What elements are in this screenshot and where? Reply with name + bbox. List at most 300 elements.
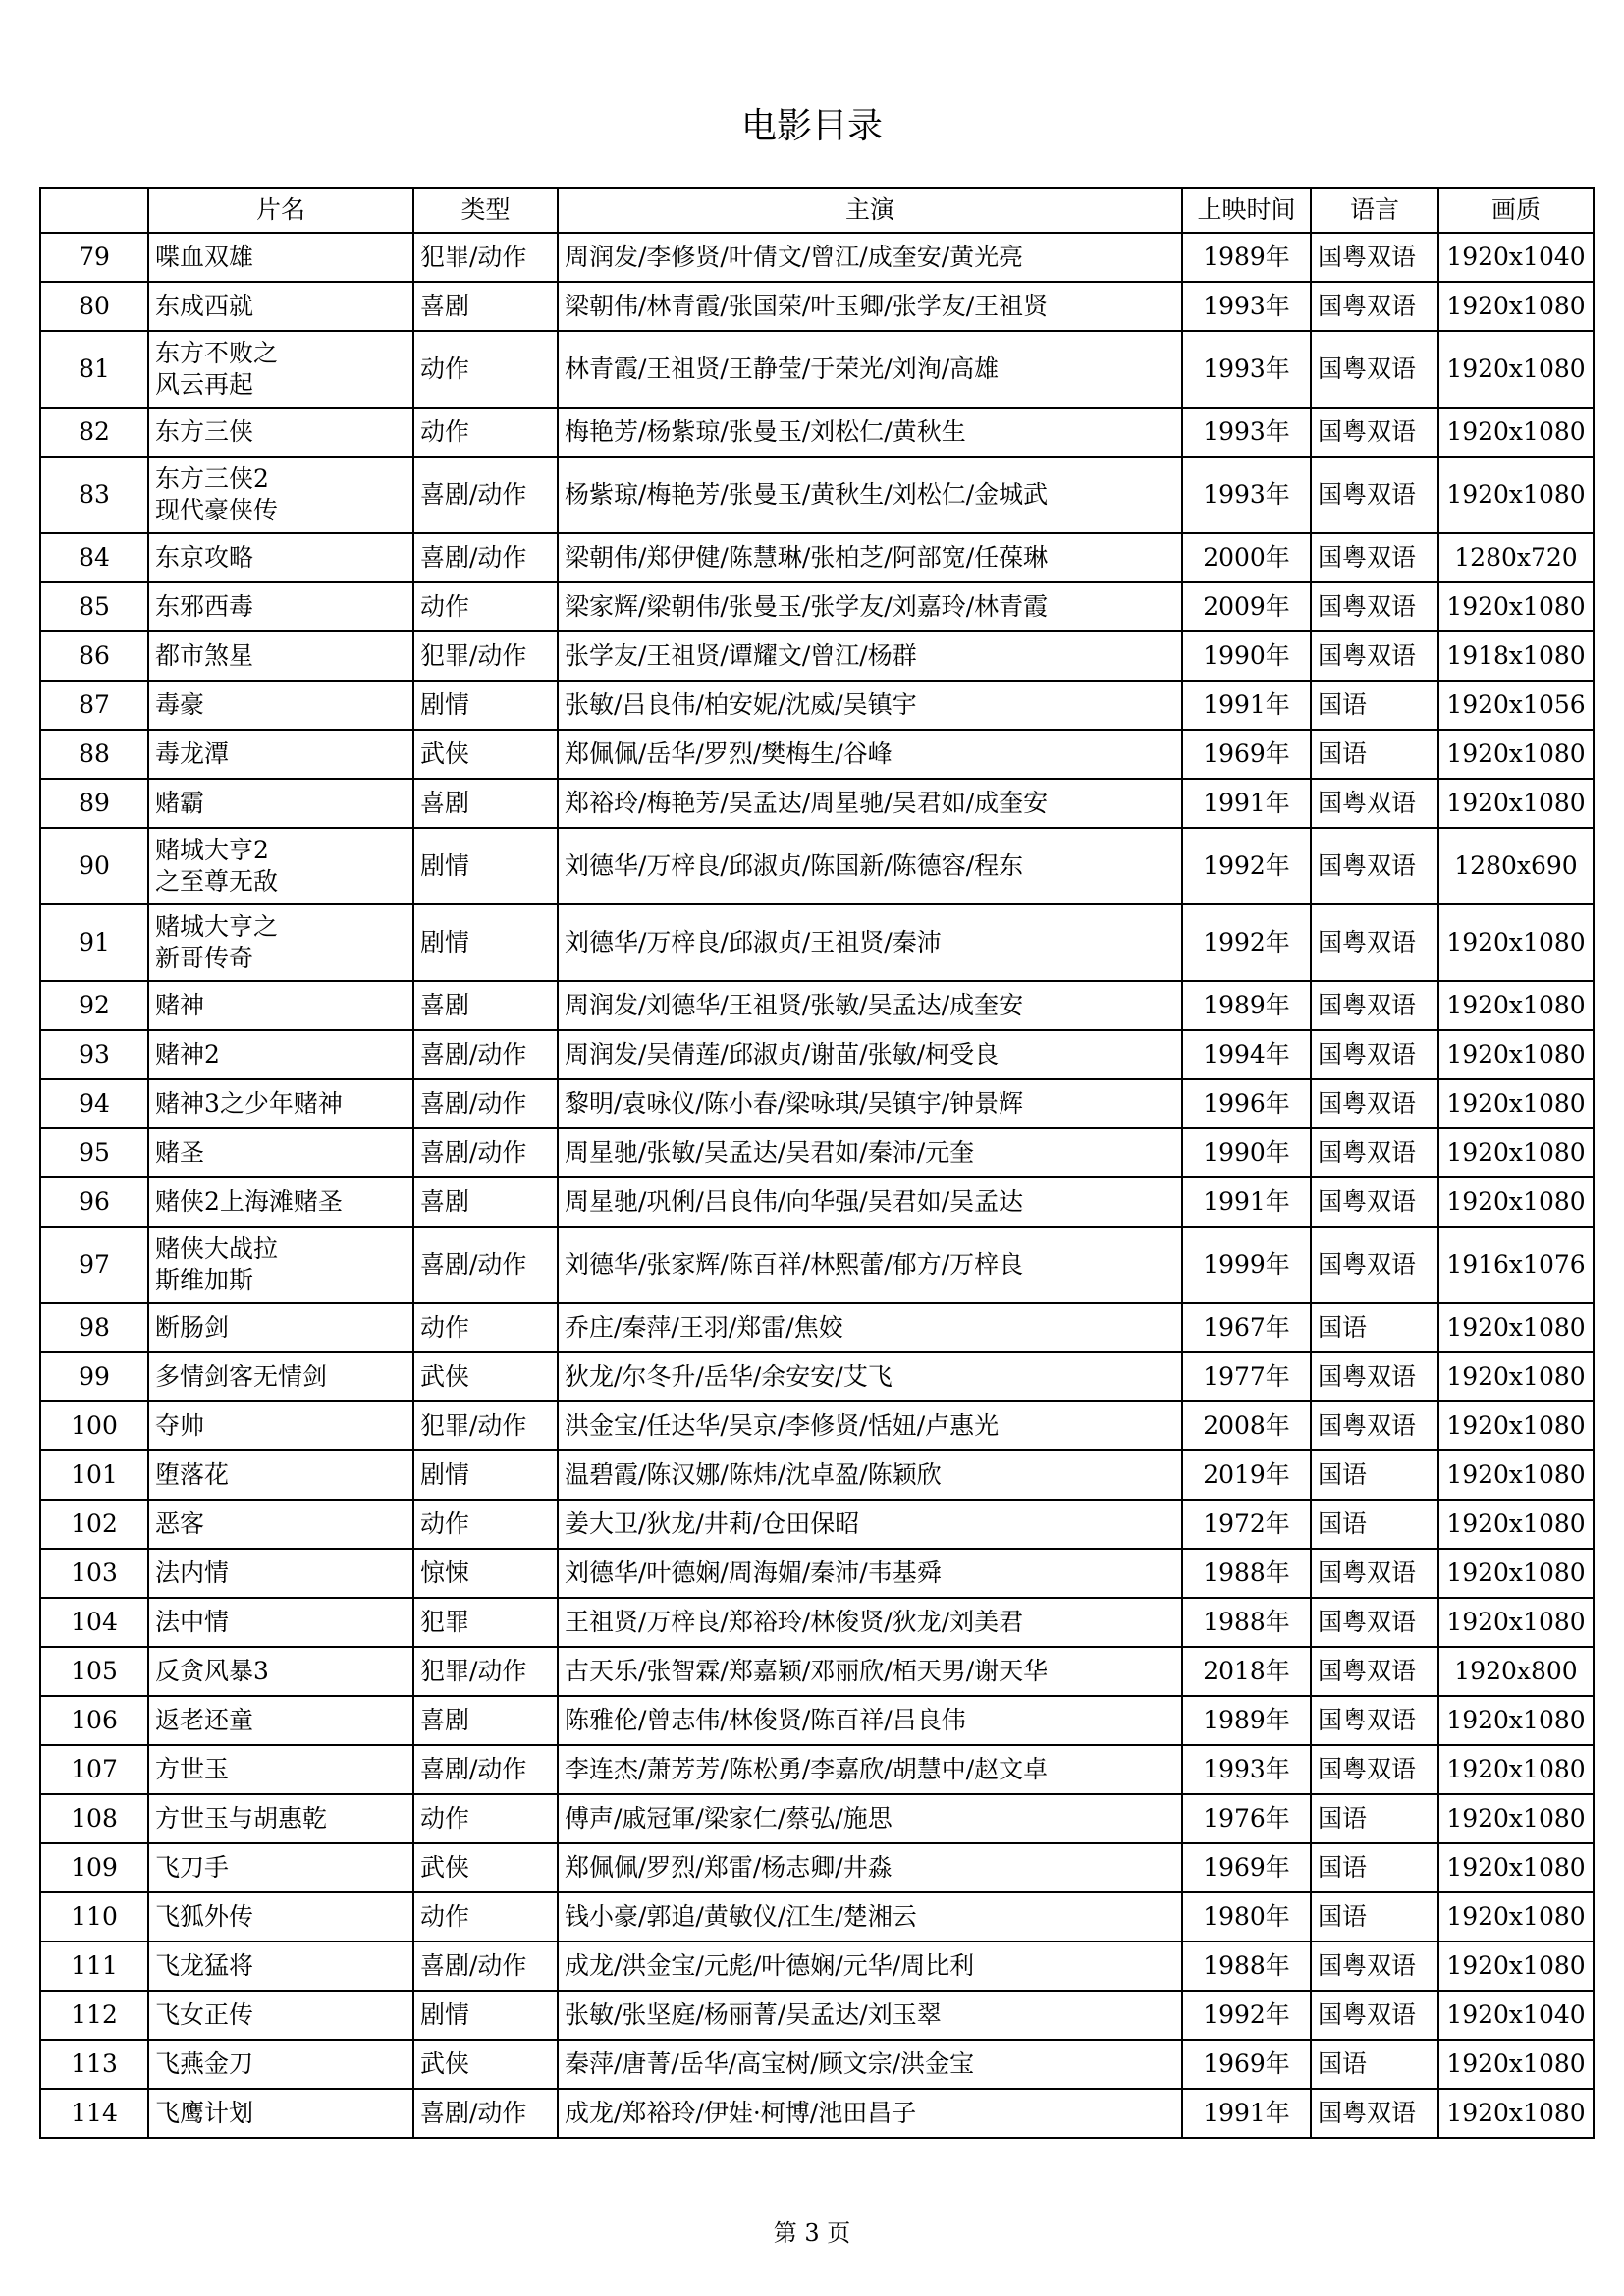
table-row [40, 1303, 1594, 1352]
cell-year: 1991年 [1182, 2089, 1311, 2138]
cell-num: 95 [40, 1128, 148, 1177]
cell-name [148, 1500, 413, 1549]
cell-cast: 梅艳芳/杨紫琼/张曼玉/刘松仁/黄秋生 [558, 408, 1182, 457]
cell-name-line: 赌神3之少年赌神 [155, 1089, 343, 1118]
cell-name [148, 631, 413, 681]
cell-quality: 1920x1080 [1438, 331, 1594, 408]
cell-name-line: 反贪风暴3 [155, 1657, 269, 1685]
cell-name-line: 飞狐外传 [155, 1902, 254, 1931]
cell-quality: 1920x1080 [1438, 904, 1594, 981]
cell-cast: 梁家辉/梁朝伟/张曼玉/张学友/刘嘉玲/林青霞 [558, 582, 1182, 631]
table-row [40, 1079, 1594, 1128]
cell-cast: 刘德华/叶德娴/周海媚/秦沛/韦基舜 [558, 1549, 1182, 1598]
cell-lang: 国语 [1311, 730, 1438, 779]
cell-genre: 武侠 [413, 2040, 558, 2089]
table-row [40, 730, 1594, 779]
cell-lang: 国语 [1311, 1500, 1438, 1549]
cell-name [148, 408, 413, 457]
cell-lang: 国粤双语 [1311, 1991, 1438, 2040]
table-row [40, 1794, 1594, 1843]
cell-cast: 黎明/袁咏仪/陈小春/梁咏琪/吴镇宇/钟景辉 [558, 1079, 1182, 1128]
cell-num: 92 [40, 981, 148, 1030]
cell-cast: 狄龙/尔冬升/岳华/余安安/艾飞 [558, 1352, 1182, 1401]
cell-num: 84 [40, 533, 148, 582]
cell-quality: 1280x690 [1438, 828, 1594, 904]
cell-year: 1990年 [1182, 631, 1311, 681]
cell-year: 1988年 [1182, 1549, 1311, 1598]
cell-num: 100 [40, 1401, 148, 1450]
cell-quality: 1920x1056 [1438, 681, 1594, 730]
cell-name [148, 1227, 413, 1303]
cell-genre: 动作 [413, 1303, 558, 1352]
table-row [40, 1549, 1594, 1598]
cell-num: 83 [40, 457, 148, 533]
table-row [40, 233, 1594, 282]
cell-quality: 1280x720 [1438, 533, 1594, 582]
table-row [40, 1352, 1594, 1401]
cell-quality: 1920x1080 [1438, 2040, 1594, 2089]
cell-name-line: 之至尊无敌 [155, 867, 279, 896]
cell-num: 98 [40, 1303, 148, 1352]
cell-num: 85 [40, 582, 148, 631]
cell-genre: 动作 [413, 1500, 558, 1549]
table-row [40, 1991, 1594, 2040]
cell-name-line: 毒龙潭 [155, 739, 230, 768]
cell-genre: 动作 [413, 582, 558, 631]
cell-cast: 周星驰/张敏/吴孟达/吴君如/秦沛/元奎 [558, 1128, 1182, 1177]
cell-name [148, 981, 413, 1030]
cell-name [148, 1079, 413, 1128]
cell-cast: 周润发/刘德华/王祖贤/张敏/吴孟达/成奎安 [558, 981, 1182, 1030]
cell-name [148, 1450, 413, 1500]
header-cast: 主演 [558, 188, 1182, 233]
cell-cast: 成龙/洪金宝/元彪/叶德娴/元华/周比利 [558, 1941, 1182, 1991]
cell-quality: 1918x1080 [1438, 631, 1594, 681]
cell-name-line: 方世玉与胡惠乾 [155, 1804, 328, 1832]
cell-lang: 国粤双语 [1311, 533, 1438, 582]
cell-year: 1991年 [1182, 1177, 1311, 1227]
cell-quality: 1920x1080 [1438, 2089, 1594, 2138]
cell-name [148, 828, 413, 904]
cell-name-line: 法内情 [155, 1558, 230, 1587]
cell-quality: 1920x1080 [1438, 1696, 1594, 1745]
cell-year: 1996年 [1182, 1079, 1311, 1128]
cell-lang: 国粤双语 [1311, 904, 1438, 981]
cell-cast: 温碧霞/陈汉娜/陈炜/沈卓盈/陈颖欣 [558, 1450, 1182, 1500]
cell-year: 1976年 [1182, 1794, 1311, 1843]
table-row [40, 631, 1594, 681]
cell-quality: 1920x1040 [1438, 1991, 1594, 2040]
cell-genre: 喜剧 [413, 282, 558, 331]
table-body [40, 233, 1594, 2138]
cell-name-line: 赌城大亨2 [155, 836, 269, 864]
cell-quality: 1916x1076 [1438, 1227, 1594, 1303]
cell-cast: 刘德华/万梓良/邱淑贞/王祖贤/秦沛 [558, 904, 1182, 981]
header-num [40, 188, 148, 233]
cell-genre: 犯罪 [413, 1598, 558, 1647]
cell-name-line: 方世玉 [155, 1755, 230, 1783]
cell-name-line: 都市煞星 [155, 641, 254, 670]
cell-name-line: 恶客 [155, 1509, 205, 1538]
cell-name-line: 现代豪侠传 [155, 496, 279, 524]
cell-cast: 李连杰/萧芳芳/陈松勇/李嘉欣/胡慧中/赵文卓 [558, 1745, 1182, 1794]
cell-name [148, 1401, 413, 1450]
cell-year: 1989年 [1182, 1696, 1311, 1745]
cell-num: 82 [40, 408, 148, 457]
cell-name [148, 1647, 413, 1696]
header-quality: 画质 [1438, 188, 1594, 233]
table-row [40, 1843, 1594, 1892]
cell-year: 1993年 [1182, 408, 1311, 457]
cell-genre: 喜剧/动作 [413, 1079, 558, 1128]
cell-num: 109 [40, 1843, 148, 1892]
cell-year: 1990年 [1182, 1128, 1311, 1177]
cell-cast: 郑佩佩/罗烈/郑雷/杨志卿/井淼 [558, 1843, 1182, 1892]
cell-genre: 喜剧/动作 [413, 457, 558, 533]
cell-quality: 1920x1080 [1438, 1549, 1594, 1598]
cell-num: 94 [40, 1079, 148, 1128]
cell-lang: 国粤双语 [1311, 1941, 1438, 1991]
cell-year: 1989年 [1182, 233, 1311, 282]
cell-genre: 动作 [413, 331, 558, 408]
table-row [40, 1177, 1594, 1227]
cell-name [148, 582, 413, 631]
cell-year: 1993年 [1182, 457, 1311, 533]
table-row [40, 1450, 1594, 1500]
cell-cast: 乔庄/秦萍/王羽/郑雷/焦姣 [558, 1303, 1182, 1352]
cell-year: 1993年 [1182, 1745, 1311, 1794]
cell-name [148, 533, 413, 582]
cell-name [148, 1128, 413, 1177]
cell-year: 1972年 [1182, 1500, 1311, 1549]
cell-num: 79 [40, 233, 148, 282]
cell-num: 106 [40, 1696, 148, 1745]
cell-name-line: 赌侠2上海滩赌圣 [155, 1187, 343, 1216]
cell-lang: 国语 [1311, 1450, 1438, 1500]
cell-cast: 张敏/张坚庭/杨丽菁/吴孟达/刘玉翠 [558, 1991, 1182, 2040]
cell-year: 2008年 [1182, 1401, 1311, 1450]
cell-year: 2000年 [1182, 533, 1311, 582]
cell-name-line: 毒豪 [155, 690, 205, 719]
cell-genre: 喜剧/动作 [413, 2089, 558, 2138]
cell-name-line: 东方不败之 [155, 339, 279, 367]
cell-year: 2019年 [1182, 1450, 1311, 1500]
table-row [40, 533, 1594, 582]
cell-name-line: 赌霸 [155, 789, 205, 817]
table-row [40, 1227, 1594, 1303]
cell-num: 96 [40, 1177, 148, 1227]
cell-cast: 张学友/王祖贤/谭耀文/曾江/杨群 [558, 631, 1182, 681]
cell-name-line: 喋血双雄 [155, 243, 254, 271]
cell-name [148, 233, 413, 282]
cell-name-line: 赌圣 [155, 1138, 205, 1167]
cell-name-line: 东方三侠 [155, 417, 254, 446]
cell-name-line: 新哥传奇 [155, 944, 254, 972]
cell-genre: 剧情 [413, 1991, 558, 2040]
cell-name [148, 2089, 413, 2138]
cell-quality: 1920x1080 [1438, 1843, 1594, 1892]
cell-year: 1999年 [1182, 1227, 1311, 1303]
cell-cast: 张敏/吕良伟/柏安妮/沈威/吴镇宇 [558, 681, 1182, 730]
cell-genre: 喜剧/动作 [413, 1128, 558, 1177]
table-row [40, 1598, 1594, 1647]
table-row [40, 582, 1594, 631]
cell-lang: 国粤双语 [1311, 1401, 1438, 1450]
cell-name [148, 331, 413, 408]
cell-year: 1989年 [1182, 981, 1311, 1030]
table-row [40, 1941, 1594, 1991]
cell-lang: 国粤双语 [1311, 1227, 1438, 1303]
cell-genre: 犯罪/动作 [413, 1647, 558, 1696]
cell-name [148, 1352, 413, 1401]
cell-name-line: 斯维加斯 [155, 1266, 254, 1294]
cell-name [148, 1030, 413, 1079]
cell-num: 99 [40, 1352, 148, 1401]
cell-lang: 国粤双语 [1311, 779, 1438, 828]
table-row [40, 1892, 1594, 1941]
cell-name-line: 堕落花 [155, 1460, 230, 1489]
cell-cast: 梁朝伟/林青霞/张国荣/叶玉卿/张学友/王祖贤 [558, 282, 1182, 331]
cell-quality: 1920x1080 [1438, 1401, 1594, 1450]
cell-name-line: 东方三侠2 [155, 465, 269, 493]
table-row [40, 457, 1594, 533]
cell-lang: 国粤双语 [1311, 631, 1438, 681]
cell-quality: 1920x1080 [1438, 1500, 1594, 1549]
cell-num: 88 [40, 730, 148, 779]
cell-genre: 动作 [413, 1892, 558, 1941]
cell-lang: 国粤双语 [1311, 1030, 1438, 1079]
cell-genre: 剧情 [413, 681, 558, 730]
cell-name-line: 赌神2 [155, 1040, 220, 1068]
cell-lang: 国粤双语 [1311, 331, 1438, 408]
cell-name [148, 457, 413, 533]
cell-name [148, 1892, 413, 1941]
cell-name [148, 1696, 413, 1745]
cell-cast: 洪金宝/任达华/吴京/李修贤/恬妞/卢惠光 [558, 1401, 1182, 1450]
cell-name [148, 779, 413, 828]
cell-cast: 钱小豪/郭追/黄敏仪/江生/楚湘云 [558, 1892, 1182, 1941]
table-row [40, 1696, 1594, 1745]
cell-year: 1994年 [1182, 1030, 1311, 1079]
cell-genre: 喜剧 [413, 1696, 558, 1745]
table-row [40, 408, 1594, 457]
cell-cast: 刘德华/张家辉/陈百祥/林熙蕾/郁方/万梓良 [558, 1227, 1182, 1303]
cell-cast: 王祖贤/万梓良/郑裕玲/林俊贤/狄龙/刘美君 [558, 1598, 1182, 1647]
cell-num: 80 [40, 282, 148, 331]
table-row [40, 981, 1594, 1030]
cell-cast: 傅声/戚冠軍/梁家仁/蔡弘/施思 [558, 1794, 1182, 1843]
cell-num: 110 [40, 1892, 148, 1941]
cell-cast: 陈雅伦/曾志伟/林俊贤/陈百祥/吕良伟 [558, 1696, 1182, 1745]
cell-year: 1988年 [1182, 1598, 1311, 1647]
cell-num: 87 [40, 681, 148, 730]
cell-num: 101 [40, 1450, 148, 1500]
cell-name-line: 飞刀手 [155, 1853, 230, 1882]
cell-year: 1967年 [1182, 1303, 1311, 1352]
cell-genre: 喜剧/动作 [413, 1030, 558, 1079]
cell-cast: 郑佩佩/岳华/罗烈/樊梅生/谷峰 [558, 730, 1182, 779]
cell-genre: 喜剧/动作 [413, 1941, 558, 1991]
cell-lang: 国语 [1311, 1794, 1438, 1843]
cell-lang: 国粤双语 [1311, 1128, 1438, 1177]
cell-year: 1992年 [1182, 904, 1311, 981]
cell-quality: 1920x1080 [1438, 408, 1594, 457]
table-row [40, 681, 1594, 730]
cell-num: 90 [40, 828, 148, 904]
cell-lang: 国语 [1311, 1892, 1438, 1941]
cell-genre: 剧情 [413, 904, 558, 981]
cell-genre: 武侠 [413, 1352, 558, 1401]
cell-quality: 1920x1080 [1438, 1892, 1594, 1941]
cell-year: 2018年 [1182, 1647, 1311, 1696]
cell-cast: 姜大卫/狄龙/井莉/仓田保昭 [558, 1500, 1182, 1549]
header-name: 片名 [148, 188, 413, 233]
cell-name [148, 1794, 413, 1843]
cell-lang: 国语 [1311, 1303, 1438, 1352]
table-row [40, 1128, 1594, 1177]
cell-num: 107 [40, 1745, 148, 1794]
table-row [40, 1401, 1594, 1450]
cell-genre: 武侠 [413, 730, 558, 779]
cell-cast: 秦萍/唐菁/岳华/高宝树/顾文宗/洪金宝 [558, 2040, 1182, 2089]
table-row [40, 2089, 1594, 2138]
table-row [40, 828, 1594, 904]
table-row [40, 779, 1594, 828]
cell-name [148, 1303, 413, 1352]
cell-name-line: 法中情 [155, 1608, 230, 1636]
movie-table [39, 187, 1595, 2139]
cell-name [148, 1843, 413, 1892]
cell-name-line: 风云再起 [155, 370, 254, 399]
cell-quality: 1920x1080 [1438, 779, 1594, 828]
cell-quality: 1920x1080 [1438, 1303, 1594, 1352]
cell-quality: 1920x1080 [1438, 1794, 1594, 1843]
cell-name-line: 夺帅 [155, 1411, 205, 1440]
table-row [40, 1500, 1594, 1549]
cell-cast: 周润发/吴倩莲/邱淑贞/谢苗/张敏/柯受良 [558, 1030, 1182, 1079]
cell-lang: 国粤双语 [1311, 981, 1438, 1030]
cell-quality: 1920x1080 [1438, 1745, 1594, 1794]
cell-num: 112 [40, 1991, 148, 2040]
cell-lang: 国粤双语 [1311, 408, 1438, 457]
cell-quality: 1920x1080 [1438, 1941, 1594, 1991]
cell-lang: 国粤双语 [1311, 1079, 1438, 1128]
cell-genre: 喜剧 [413, 981, 558, 1030]
cell-cast: 周星驰/巩俐/吕良伟/向华强/吴君如/吴孟达 [558, 1177, 1182, 1227]
cell-lang: 国粤双语 [1311, 233, 1438, 282]
cell-quality: 1920x1080 [1438, 1177, 1594, 1227]
table-row [40, 282, 1594, 331]
cell-num: 89 [40, 779, 148, 828]
cell-num: 113 [40, 2040, 148, 2089]
cell-name-line: 赌神 [155, 991, 205, 1019]
cell-quality: 1920x1080 [1438, 1128, 1594, 1177]
cell-quality: 1920x1080 [1438, 582, 1594, 631]
cell-num: 91 [40, 904, 148, 981]
cell-name [148, 2040, 413, 2089]
cell-lang: 国粤双语 [1311, 2089, 1438, 2138]
cell-num: 102 [40, 1500, 148, 1549]
table-row [40, 2040, 1594, 2089]
table-row [40, 331, 1594, 408]
cell-num: 111 [40, 1941, 148, 1991]
cell-cast: 梁朝伟/郑伊健/陈慧琳/张柏芝/阿部宽/任葆琳 [558, 533, 1182, 582]
cell-name [148, 1598, 413, 1647]
cell-year: 1993年 [1182, 282, 1311, 331]
cell-genre: 犯罪/动作 [413, 1401, 558, 1450]
cell-cast: 郑裕玲/梅艳芳/吴孟达/周星驰/吴君如/成奎安 [558, 779, 1182, 828]
cell-lang: 国粤双语 [1311, 1745, 1438, 1794]
cell-num: 108 [40, 1794, 148, 1843]
cell-cast: 杨紫琼/梅艳芳/张曼玉/黄秋生/刘松仁/金城武 [558, 457, 1182, 533]
cell-genre: 喜剧/动作 [413, 533, 558, 582]
table-header-row [40, 188, 1594, 233]
cell-cast: 林青霞/王祖贤/王静莹/于荣光/刘洵/高雄 [558, 331, 1182, 408]
cell-quality: 1920x1040 [1438, 233, 1594, 282]
cell-name-line: 断肠剑 [155, 1313, 230, 1341]
cell-num: 103 [40, 1549, 148, 1598]
table-row [40, 1745, 1594, 1794]
cell-quality: 1920x1080 [1438, 457, 1594, 533]
cell-quality: 1920x1080 [1438, 1598, 1594, 1647]
cell-genre: 喜剧/动作 [413, 1227, 558, 1303]
cell-year: 2009年 [1182, 582, 1311, 631]
cell-year: 1991年 [1182, 681, 1311, 730]
cell-year: 1980年 [1182, 1892, 1311, 1941]
cell-year: 1993年 [1182, 331, 1311, 408]
cell-name [148, 1941, 413, 1991]
cell-lang: 国语 [1311, 1843, 1438, 1892]
cell-name-line: 飞龙猛将 [155, 1951, 254, 1980]
cell-genre: 喜剧/动作 [413, 1745, 558, 1794]
cell-genre: 剧情 [413, 828, 558, 904]
table-row [40, 904, 1594, 981]
cell-name-line: 飞燕金刀 [155, 2050, 254, 2078]
cell-year: 1969年 [1182, 2040, 1311, 2089]
cell-quality: 1920x1080 [1438, 1030, 1594, 1079]
cell-num: 105 [40, 1647, 148, 1696]
cell-name-line: 多情剑客无情剑 [155, 1362, 328, 1391]
cell-quality: 1920x1080 [1438, 1079, 1594, 1128]
cell-name-line: 东成西就 [155, 292, 254, 320]
cell-lang: 国粤双语 [1311, 1177, 1438, 1227]
cell-year: 1969年 [1182, 730, 1311, 779]
cell-name [148, 681, 413, 730]
cell-name [148, 282, 413, 331]
cell-name [148, 730, 413, 779]
table-row [40, 1647, 1594, 1696]
cell-name [148, 1991, 413, 2040]
cell-name [148, 1549, 413, 1598]
cell-lang: 国粤双语 [1311, 1549, 1438, 1598]
cell-name-line: 飞鹰计划 [155, 2099, 254, 2127]
cell-name-line: 飞女正传 [155, 2000, 254, 2029]
header-genre: 类型 [413, 188, 558, 233]
cell-lang: 国粤双语 [1311, 828, 1438, 904]
cell-num: 97 [40, 1227, 148, 1303]
cell-lang: 国粤双语 [1311, 1647, 1438, 1696]
cell-lang: 国粤双语 [1311, 1696, 1438, 1745]
cell-quality: 1920x1080 [1438, 730, 1594, 779]
cell-name [148, 1177, 413, 1227]
cell-num: 81 [40, 331, 148, 408]
cell-genre: 喜剧 [413, 1177, 558, 1227]
cell-name-line: 赌侠大战拉 [155, 1234, 279, 1263]
cell-quality: 1920x800 [1438, 1647, 1594, 1696]
cell-name-line: 东邪西毒 [155, 592, 254, 621]
cell-year: 1992年 [1182, 1991, 1311, 2040]
table-row [40, 1030, 1594, 1079]
